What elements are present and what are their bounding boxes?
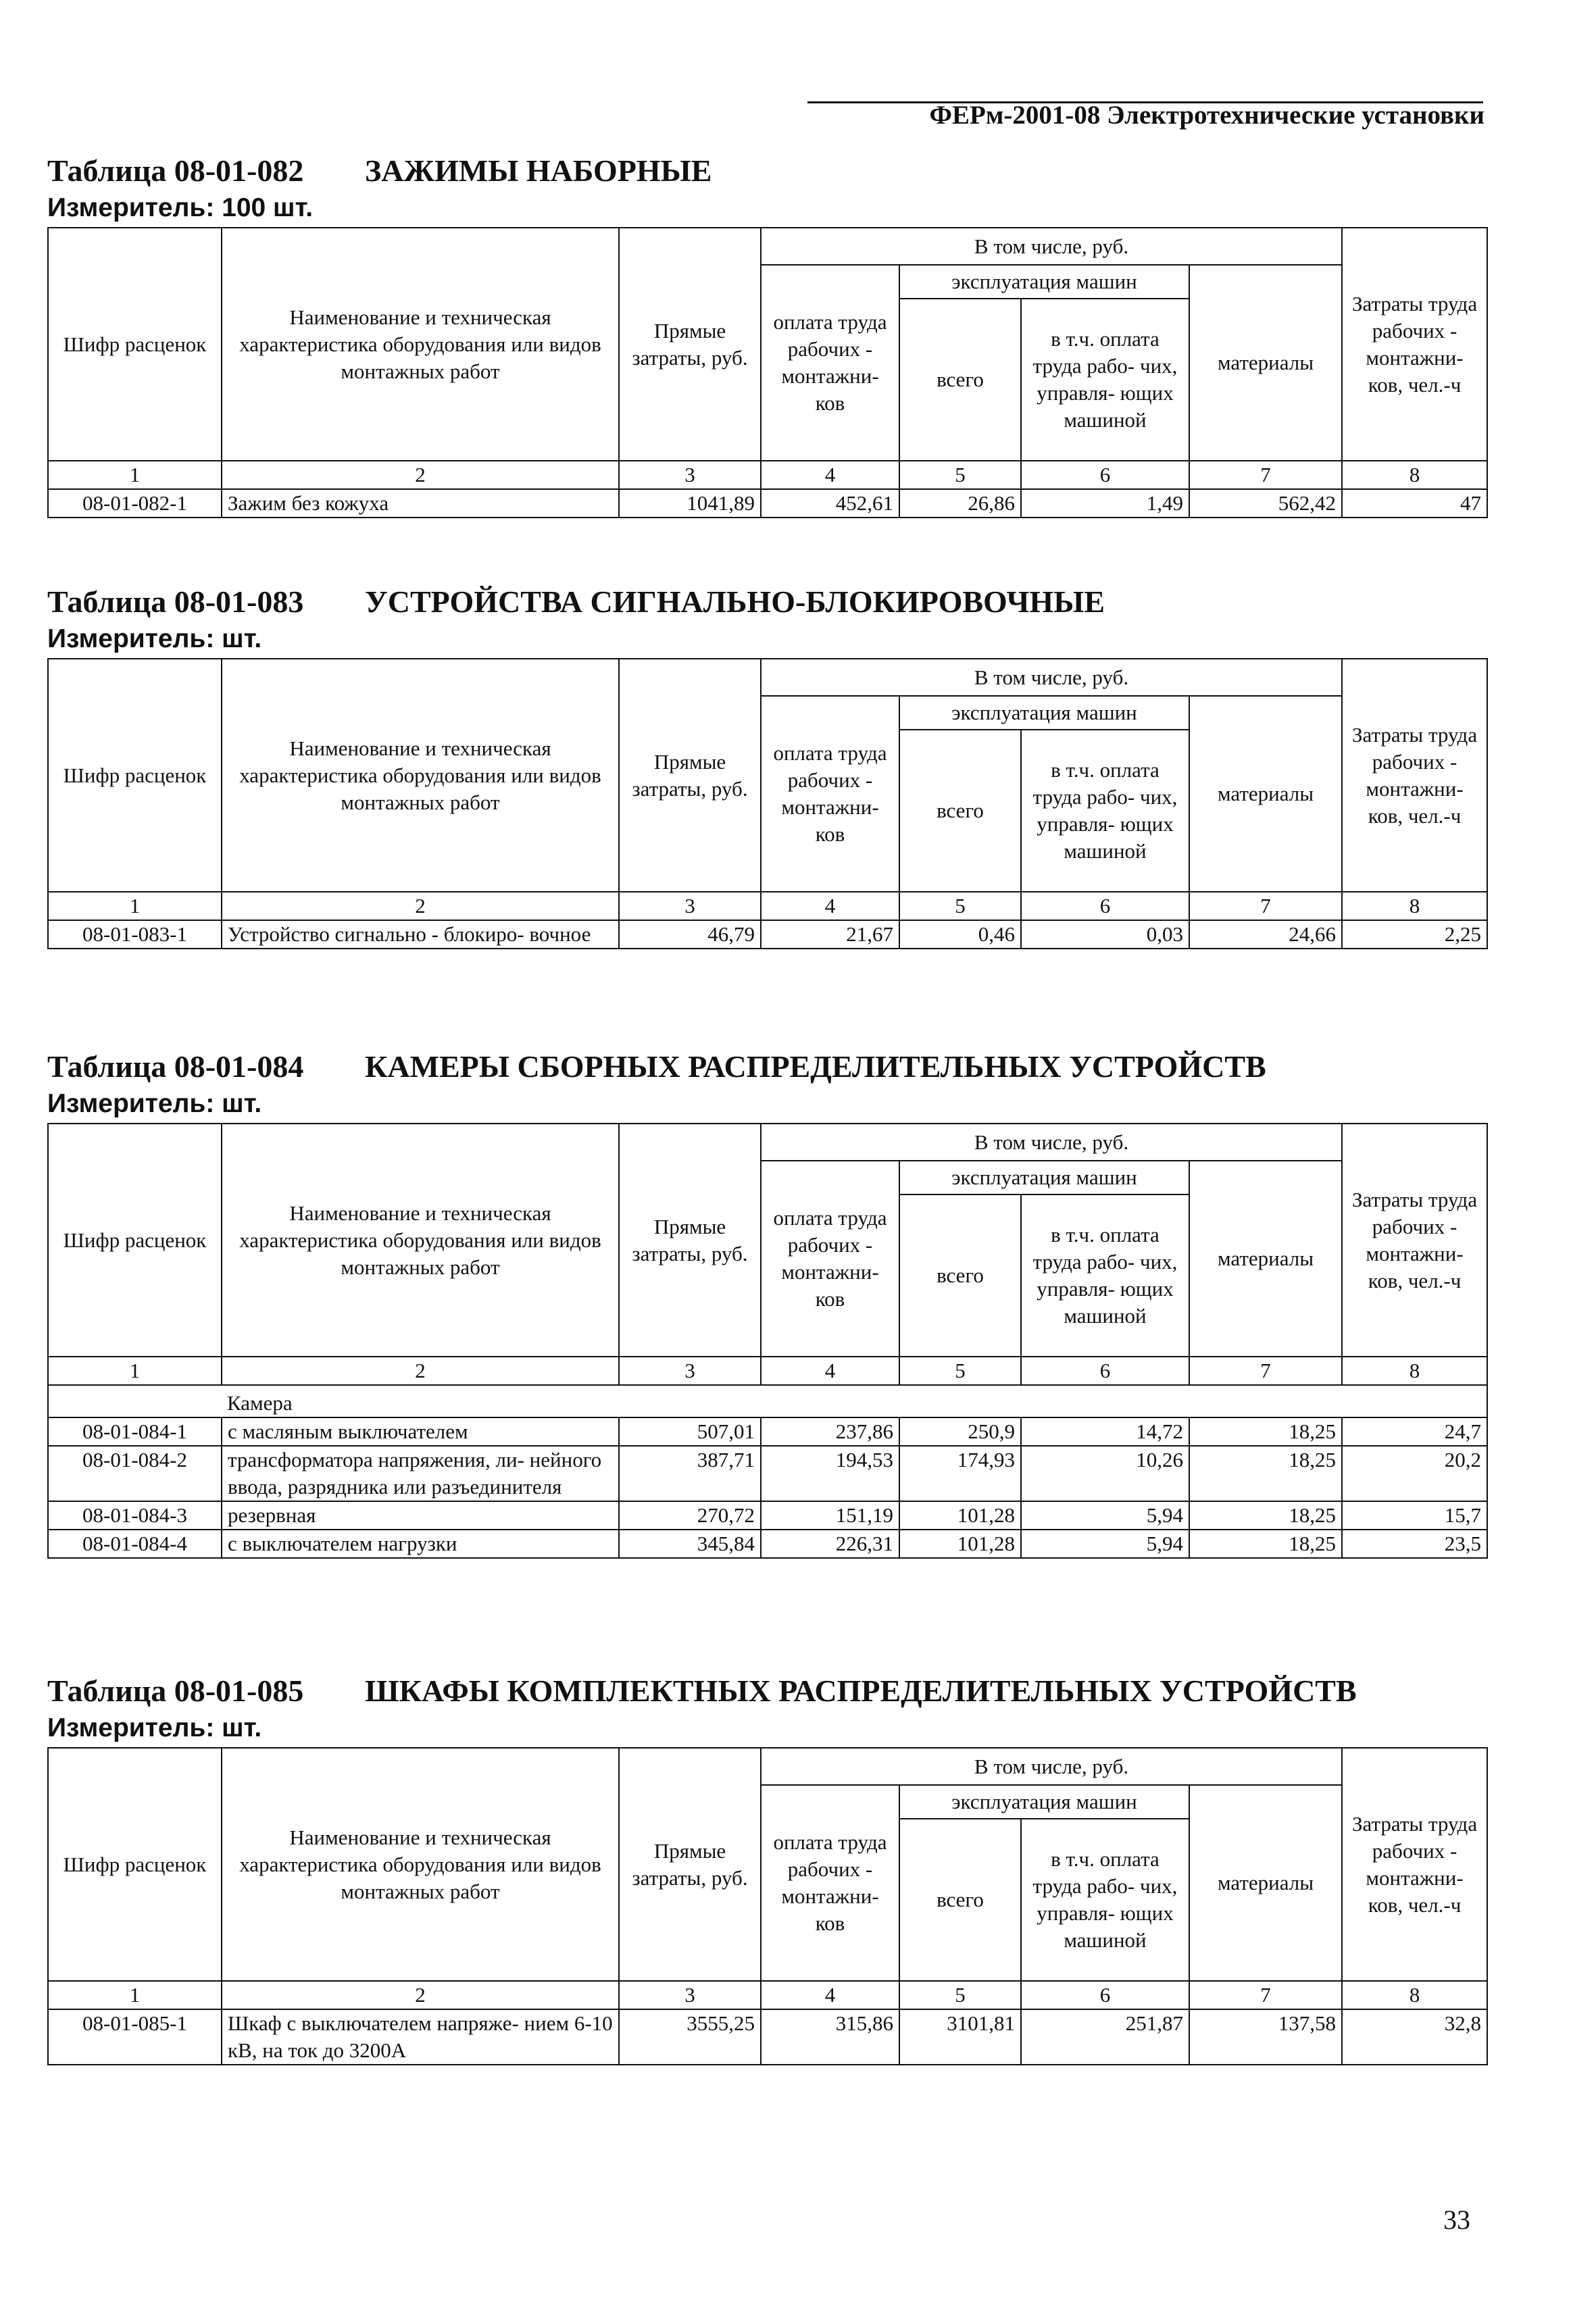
table-row xyxy=(48,1417,1487,1446)
column-number: 6 xyxy=(1021,892,1189,920)
machines-driver-pay: 0,03 xyxy=(1021,920,1189,949)
column-numbers-row xyxy=(48,892,1487,920)
header-direct-costs: Прямые затраты, руб. xyxy=(619,1124,761,1357)
work-name: трансформатора напряжения, ли- нейного ввода, разрядника или разъединителя xyxy=(222,1446,619,1501)
header-machines-total: всего xyxy=(899,299,1021,461)
rate-table-section xyxy=(47,1670,1487,2065)
header-name: Наименование и техническая характеристика оборудования или видов монтажных работ xyxy=(222,228,619,461)
header-labor-hours: Затраты труда рабочих - монтажни- ков, чел.-ч xyxy=(1342,228,1487,461)
materials: 18,25 xyxy=(1189,1501,1342,1530)
table-title: КАМЕРЫ СБОРНЫХ РАСПРЕДЕЛИТЕЛЬНЫХ УСТРОЙСТВ xyxy=(365,1049,1266,1084)
rate-code: 08-01-084-4 xyxy=(48,1530,222,1558)
header-labor-pay: оплата труда рабочих - монтажни- ков xyxy=(761,265,899,461)
column-number: 7 xyxy=(1189,1981,1342,2009)
header-code: Шифр расценок xyxy=(48,659,222,892)
table-meter: Измеритель: 100 шт. xyxy=(47,193,314,222)
header-name: Наименование и техническая характеристика оборудования или видов монтажных работ xyxy=(222,1748,619,1981)
header-direct-costs: Прямые затраты, руб. xyxy=(619,659,761,892)
machines-total: 3101,81 xyxy=(899,2009,1021,2065)
labor-pay: 194,53 xyxy=(761,1446,899,1501)
machines-driver-pay: 10,26 xyxy=(1021,1446,1189,1501)
column-number: 7 xyxy=(1189,1357,1342,1385)
table-meter: Измеритель: шт. xyxy=(47,1089,262,1118)
running-title: ФЕРм-2001-08 Электротехнические установки xyxy=(929,101,1485,130)
header-rule xyxy=(807,101,1483,103)
column-number: 7 xyxy=(1189,461,1342,489)
column-number: 8 xyxy=(1342,1981,1487,2009)
table-meter: Измеритель: шт. xyxy=(47,624,262,653)
table-number: Таблица 08-01-085 xyxy=(47,1674,304,1708)
work-name: с выключателем нагрузки xyxy=(222,1530,619,1558)
header-materials: материалы xyxy=(1189,696,1342,892)
direct-costs: 3555,25 xyxy=(619,2009,761,2065)
table-number: Таблица 08-01-082 xyxy=(47,153,304,188)
table-number: Таблица 08-01-084 xyxy=(47,1049,304,1084)
column-number: 8 xyxy=(1342,461,1487,489)
labor-pay: 237,86 xyxy=(761,1417,899,1446)
materials: 24,66 xyxy=(1189,920,1342,949)
direct-costs: 1041,89 xyxy=(619,489,761,518)
work-name: с масляным выключателем xyxy=(222,1417,619,1446)
machines-total: 101,28 xyxy=(899,1530,1021,1558)
machines-total: 250,9 xyxy=(899,1417,1021,1446)
table-row xyxy=(48,1446,1487,1501)
table-row xyxy=(48,2009,1487,2065)
column-number: 4 xyxy=(761,1357,899,1385)
header-labor-hours: Затраты труда рабочих - монтажни- ков, чел.-ч xyxy=(1342,1748,1487,1981)
work-name: Зажим без кожуха xyxy=(222,489,619,518)
machines-driver-pay: 14,72 xyxy=(1021,1417,1189,1446)
machines-driver-pay: 251,87 xyxy=(1021,2009,1189,2065)
header-code: Шифр расценок xyxy=(48,1124,222,1357)
rate-code: 08-01-084-3 xyxy=(48,1501,222,1530)
labor-pay: 452,61 xyxy=(761,489,899,518)
header-name: Наименование и техническая характеристика оборудования или видов монтажных работ xyxy=(222,1124,619,1357)
column-number: 4 xyxy=(761,461,899,489)
header-name: Наименование и техническая характеристика оборудования или видов монтажных работ xyxy=(222,659,619,892)
column-number: 5 xyxy=(899,1981,1021,2009)
column-number: 1 xyxy=(48,461,222,489)
direct-costs: 387,71 xyxy=(619,1446,761,1501)
column-number: 2 xyxy=(222,1981,619,2009)
group-label: Камера xyxy=(222,1385,1487,1417)
column-number: 3 xyxy=(619,892,761,920)
header-machines-driver: в т.ч. оплата труда рабо- чих, управля- ющих машиной xyxy=(1021,1194,1189,1357)
header-machines-driver: в т.ч. оплата труда рабо- чих, управля- ющих машиной xyxy=(1021,1819,1189,1981)
header-labor-hours: Затраты труда рабочих - монтажни- ков, чел.-ч xyxy=(1342,1124,1487,1357)
rate-table xyxy=(47,658,1488,949)
column-number: 2 xyxy=(222,461,619,489)
table-heading xyxy=(47,581,1487,623)
rate-table xyxy=(47,227,1488,518)
header-machines-driver: в т.ч. оплата труда рабо- чих, управля- ющих машиной xyxy=(1021,299,1189,461)
header-including: В том числе, руб. xyxy=(761,1124,1342,1161)
column-number: 8 xyxy=(1342,1357,1487,1385)
header-machines: эксплуатация машин xyxy=(899,1785,1189,1819)
work-name: Устройство сигнально - блокиро- вочное xyxy=(222,920,619,949)
column-number: 1 xyxy=(48,1357,222,1385)
column-numbers-row xyxy=(48,1357,1487,1385)
header-labor-hours: Затраты труда рабочих - монтажни- ков, чел.-ч xyxy=(1342,659,1487,892)
column-number: 3 xyxy=(619,461,761,489)
header-direct-costs: Прямые затраты, руб. xyxy=(619,1748,761,1981)
header-machines: эксплуатация машин xyxy=(899,696,1189,730)
labor-hours: 2,25 xyxy=(1342,920,1487,949)
page-number: 33 xyxy=(1443,2205,1470,2235)
header-including: В том числе, руб. xyxy=(761,228,1342,265)
machines-total: 26,86 xyxy=(899,489,1021,518)
rate-table-section xyxy=(47,150,1487,518)
header-machines-total: всего xyxy=(899,730,1021,892)
table-row xyxy=(48,1501,1487,1530)
table-row xyxy=(48,1530,1487,1558)
rate-code: 08-01-084-2 xyxy=(48,1446,222,1501)
labor-hours: 24,7 xyxy=(1342,1417,1487,1446)
column-number: 1 xyxy=(48,1981,222,2009)
header-including: В том числе, руб. xyxy=(761,659,1342,696)
column-number: 4 xyxy=(761,1981,899,2009)
rate-code: 08-01-082-1 xyxy=(48,489,222,518)
column-number: 3 xyxy=(619,1357,761,1385)
column-number: 2 xyxy=(222,1357,619,1385)
machines-driver-pay: 5,94 xyxy=(1021,1530,1189,1558)
rate-code: 08-01-083-1 xyxy=(48,920,222,949)
labor-pay: 151,19 xyxy=(761,1501,899,1530)
labor-hours: 23,5 xyxy=(1342,1530,1487,1558)
rate-code: 08-01-085-1 xyxy=(48,2009,222,2065)
materials: 18,25 xyxy=(1189,1530,1342,1558)
column-number: 4 xyxy=(761,892,899,920)
header-code: Шифр расценок xyxy=(48,1748,222,1981)
column-number: 6 xyxy=(1021,461,1189,489)
rate-table-section xyxy=(47,1046,1487,1559)
header-code: Шифр расценок xyxy=(48,228,222,461)
work-name: резервная xyxy=(222,1501,619,1530)
table-title: ЗАЖИМЫ НАБОРНЫЕ xyxy=(365,153,712,188)
labor-pay: 21,67 xyxy=(761,920,899,949)
table-number: Таблица 08-01-083 xyxy=(47,584,304,619)
header-labor-pay: оплата труда рабочих - монтажни- ков xyxy=(761,1785,899,1981)
rate-table-section xyxy=(47,581,1487,949)
table-row xyxy=(48,489,1487,518)
header-machines: эксплуатация машин xyxy=(899,1161,1189,1194)
labor-pay: 226,31 xyxy=(761,1530,899,1558)
table-title: УСТРОЙСТВА СИГНАЛЬНО-БЛОКИРОВОЧНЫЕ xyxy=(365,584,1105,619)
table-meter: Измеритель: шт. xyxy=(47,1713,262,1742)
rate-table xyxy=(47,1747,1488,2065)
header-machines-total: всего xyxy=(899,1819,1021,1981)
work-name: Шкаф с выключателем напряже- нием 6-10 кВ, на ток до 3200А xyxy=(222,2009,619,2065)
group-label-row xyxy=(48,1385,1487,1417)
rate-code: 08-01-084-1 xyxy=(48,1417,222,1446)
labor-hours: 20,2 xyxy=(1342,1446,1487,1501)
direct-costs: 46,79 xyxy=(619,920,761,949)
header-labor-pay: оплата труда рабочих - монтажни- ков xyxy=(761,1161,899,1357)
header-including: В том числе, руб. xyxy=(761,1748,1342,1785)
column-numbers-row xyxy=(48,1981,1487,2009)
materials: 18,25 xyxy=(1189,1417,1342,1446)
materials: 562,42 xyxy=(1189,489,1342,518)
column-number: 5 xyxy=(899,1357,1021,1385)
table-row xyxy=(48,920,1487,949)
header-machines-driver: в т.ч. оплата труда рабо- чих, управля- ющих машиной xyxy=(1021,730,1189,892)
materials: 18,25 xyxy=(1189,1446,1342,1501)
materials: 137,58 xyxy=(1189,2009,1342,2065)
column-number: 5 xyxy=(899,461,1021,489)
header-labor-pay: оплата труда рабочих - монтажни- ков xyxy=(761,696,899,892)
machines-total: 174,93 xyxy=(899,1446,1021,1501)
table-heading xyxy=(47,1670,1487,1712)
table-heading xyxy=(47,150,1487,192)
column-number: 6 xyxy=(1021,1357,1189,1385)
column-number: 8 xyxy=(1342,892,1487,920)
header-materials: материалы xyxy=(1189,1161,1342,1357)
direct-costs: 345,84 xyxy=(619,1530,761,1558)
table-title: ШКАФЫ КОМПЛЕКТНЫХ РАСПРЕДЕЛИТЕЛЬНЫХ УСТРОЙСТВ xyxy=(365,1674,1357,1708)
machines-total: 101,28 xyxy=(899,1501,1021,1530)
labor-hours: 15,7 xyxy=(1342,1501,1487,1530)
machines-driver-pay: 5,94 xyxy=(1021,1501,1189,1530)
column-number: 7 xyxy=(1189,892,1342,920)
column-number: 3 xyxy=(619,1981,761,2009)
header-machines-total: всего xyxy=(899,1194,1021,1357)
column-number: 1 xyxy=(48,892,222,920)
labor-hours: 47 xyxy=(1342,489,1487,518)
column-numbers-row xyxy=(48,461,1487,489)
direct-costs: 270,72 xyxy=(619,1501,761,1530)
table-heading xyxy=(47,1046,1487,1088)
column-number: 6 xyxy=(1021,1981,1189,2009)
header-machines: эксплуатация машин xyxy=(899,265,1189,299)
machines-driver-pay: 1,49 xyxy=(1021,489,1189,518)
header-materials: материалы xyxy=(1189,265,1342,461)
labor-hours: 32,8 xyxy=(1342,2009,1487,2065)
column-number: 2 xyxy=(222,892,619,920)
labor-pay: 315,86 xyxy=(761,2009,899,2065)
header-materials: материалы xyxy=(1189,1785,1342,1981)
column-number: 5 xyxy=(899,892,1021,920)
direct-costs: 507,01 xyxy=(619,1417,761,1446)
header-direct-costs: Прямые затраты, руб. xyxy=(619,228,761,461)
machines-total: 0,46 xyxy=(899,920,1021,949)
rate-table xyxy=(47,1123,1488,1559)
